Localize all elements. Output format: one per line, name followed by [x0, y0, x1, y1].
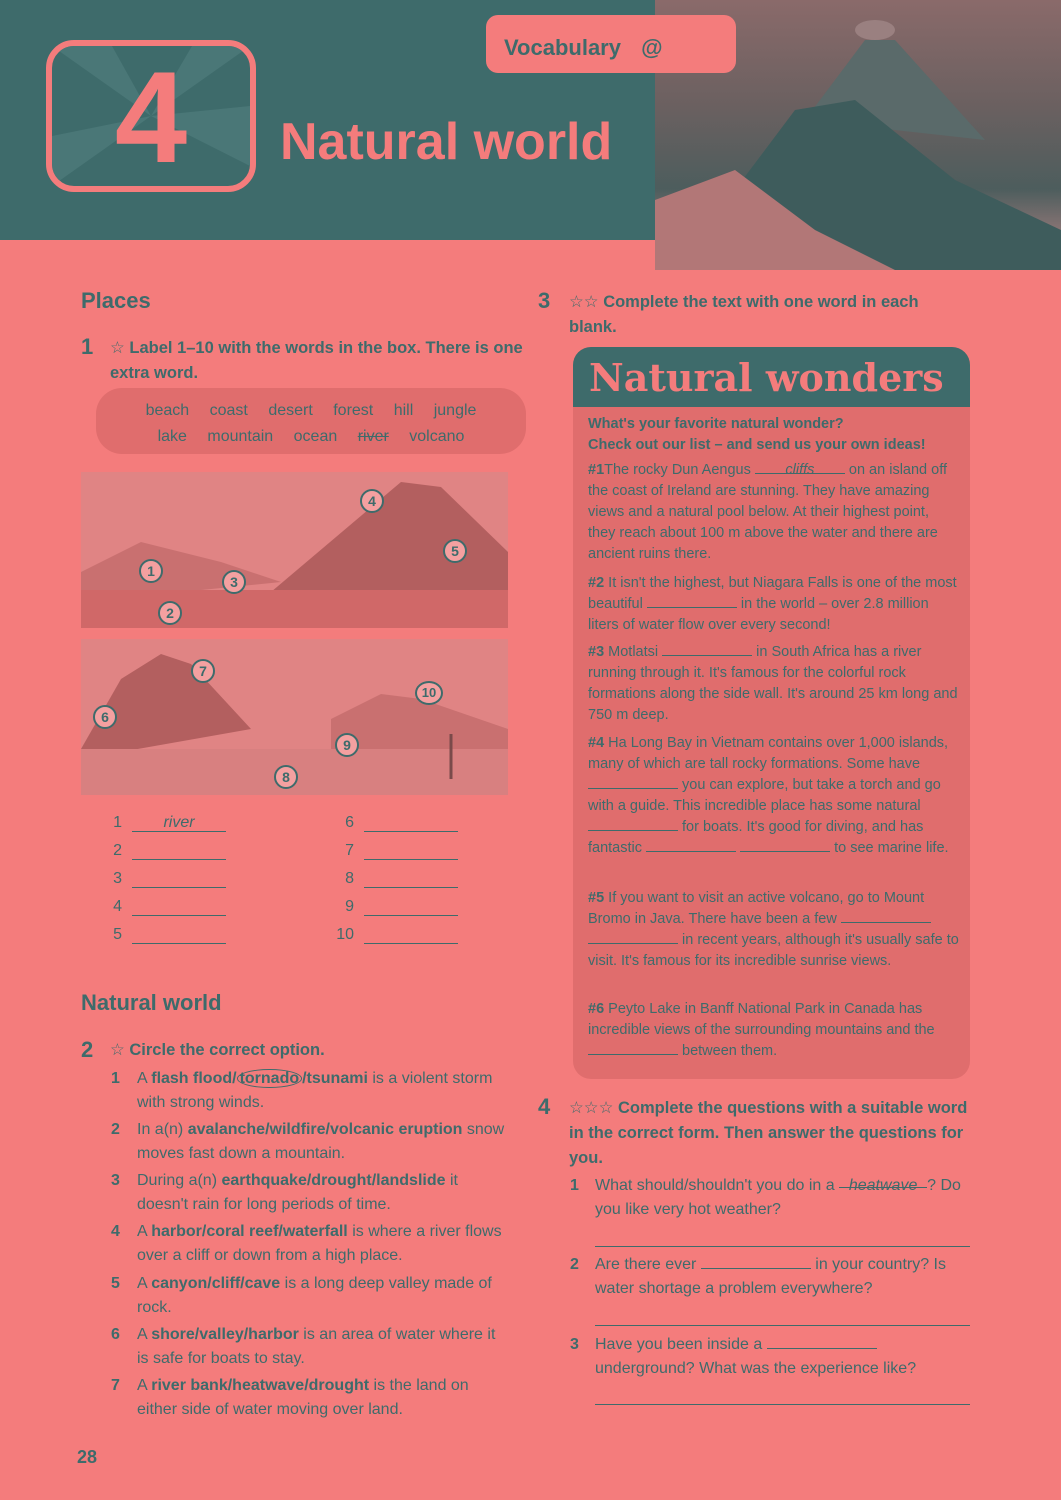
- marker-3: 3: [222, 570, 246, 594]
- question-text: [595, 1253, 970, 1301]
- answer-number: 3: [113, 870, 122, 887]
- option-b-circled[interactable]: tornado: [237, 1069, 303, 1088]
- marker-1: 1: [139, 559, 163, 583]
- answer-field[interactable]: [364, 814, 458, 832]
- answer-field[interactable]: river: [132, 814, 226, 832]
- answer-line[interactable]: [595, 1246, 970, 1247]
- word-mountain: mountain: [207, 428, 274, 445]
- wonder-tag: #2: [588, 575, 605, 591]
- answer-row-7: [330, 842, 458, 860]
- item-text: [137, 1374, 507, 1422]
- ex2-item-6: [111, 1323, 511, 1373]
- chapter-title: Natural world: [280, 113, 613, 171]
- text-segment: underground? What was the experience like?: [595, 1360, 917, 1377]
- item-post: is a violent storm with strong winds.: [137, 1070, 493, 1111]
- item-text: [137, 1220, 507, 1268]
- word-box: [96, 388, 526, 454]
- wonder-paragraph-1: [588, 460, 960, 565]
- text-segment: in your country? Is water shortage a problem everywhere?: [595, 1256, 946, 1297]
- ex2-item-4: [111, 1220, 511, 1270]
- answer-row-2: [98, 842, 226, 860]
- answer-number: 9: [345, 898, 354, 915]
- item-options[interactable]: canyon/cliff/cave: [151, 1275, 281, 1292]
- spiral-icon: @: [641, 35, 663, 60]
- answer-row-10: [330, 926, 458, 944]
- item-number: 1: [111, 1070, 120, 1087]
- natural-wonders-title: Natural wonders: [573, 347, 970, 407]
- answer-field[interactable]: [132, 926, 226, 944]
- item-number: 7: [111, 1377, 120, 1394]
- exercise-4-instruction-text: Complete the questions with a suitable word in the correct form. Then answer the questions for you.: [569, 1099, 968, 1167]
- wonder-paragraph-6: [588, 999, 960, 1062]
- marker-4: 4: [360, 489, 384, 513]
- page-number: 28: [77, 1447, 98, 1467]
- answer-row-6: [330, 814, 458, 832]
- item-options[interactable]: shore/valley/harbor: [151, 1326, 299, 1343]
- word-hill: hill: [393, 402, 414, 419]
- text-segment: What should/shouldn't you do in a: [595, 1177, 840, 1194]
- blank-field[interactable]: [588, 817, 678, 831]
- answer-line[interactable]: [595, 1325, 970, 1326]
- exercise-4-number: 4: [538, 1094, 551, 1119]
- item-pre: A: [137, 1070, 152, 1087]
- ex2-item-5: [111, 1272, 511, 1322]
- text-segment: It isn't the highest, but Niagara Falls is one of the most beautiful: [588, 575, 957, 612]
- answer-field[interactable]: [364, 898, 458, 916]
- option-a[interactable]: flash flood/: [151, 1070, 237, 1087]
- text-segment: for boats. It's good for diving, and has fantastic: [588, 819, 924, 856]
- answer-field[interactable]: [364, 926, 458, 944]
- answer-row-8: [330, 870, 458, 888]
- text-segment: Are there ever: [595, 1256, 701, 1273]
- vocabulary-label: Vocabulary: [504, 35, 621, 60]
- subtitle-line-1: What's your favorite natural wonder?: [588, 416, 844, 432]
- exercise-1-instruction: [110, 336, 530, 386]
- answer-field[interactable]: [132, 842, 226, 860]
- wonder-tag: #3: [588, 644, 605, 660]
- natural-wonders-subtitle: [588, 414, 968, 456]
- item-text: [137, 1067, 507, 1115]
- text-segment: on an island off the coast of Ireland are stunning. They have amazing views and a natural pool below. At their highest point, they reach about 100 m above the water and there are ancient ruins there.: [588, 462, 947, 562]
- item-text: [137, 1169, 507, 1217]
- answer-number: 1: [113, 814, 122, 831]
- word-forest: forest: [333, 402, 374, 419]
- wonder-tag: #5: [588, 890, 605, 906]
- answer-number: 4: [113, 898, 122, 915]
- star-icon: ☆☆: [569, 293, 599, 311]
- wonder-paragraph-4: [588, 733, 960, 859]
- item-pre: In a(n): [137, 1121, 188, 1138]
- marker-2: 2: [158, 601, 182, 625]
- item-post: is a long deep valley made of rock.: [137, 1275, 492, 1316]
- question-number: 1: [570, 1177, 579, 1194]
- answer-field[interactable]: [132, 870, 226, 888]
- subtitle-line-2: Check out our list – and send us your own ideas!: [588, 437, 926, 453]
- blank-field[interactable]: [662, 642, 752, 656]
- blank-field[interactable]: heatwave: [839, 1174, 927, 1188]
- answer-number: 2: [113, 842, 122, 859]
- blank-field[interactable]: [647, 594, 737, 608]
- marker-5: 5: [443, 539, 467, 563]
- blank-field[interactable]: [588, 775, 678, 789]
- item-options[interactable]: avalanche/wildfire/volcanic eruption: [187, 1121, 463, 1138]
- answer-field[interactable]: [364, 842, 458, 860]
- exercise-2-number: 2: [81, 1037, 94, 1062]
- option-c[interactable]: /tsunami: [302, 1070, 368, 1087]
- word-jungle: jungle: [433, 402, 477, 419]
- exercise-3-number: 3: [538, 288, 551, 313]
- marker-6: 6: [93, 705, 117, 729]
- wonder-paragraph-2: [588, 573, 960, 636]
- natural-world-heading: Natural world: [81, 990, 222, 1015]
- question-number: 3: [570, 1336, 579, 1353]
- item-number: 6: [111, 1326, 120, 1343]
- blank-field[interactable]: [701, 1255, 811, 1269]
- item-number: 2: [111, 1121, 120, 1138]
- word-river: river: [357, 428, 389, 445]
- item-number: 4: [111, 1223, 120, 1240]
- answer-row-4: [98, 898, 226, 916]
- text-segment: in recent years, although it's usually safe to visit. It's famous for its incredible sunrise views.: [588, 932, 959, 969]
- item-number: 5: [111, 1275, 120, 1292]
- chapter-number-box: [46, 40, 256, 192]
- star-icon: ☆: [110, 339, 125, 357]
- ex2-item-1: [111, 1067, 511, 1117]
- item-post: it doesn't rain for long periods of time.: [137, 1172, 458, 1213]
- word-desert: desert: [268, 402, 313, 419]
- blank-field[interactable]: [767, 1335, 877, 1349]
- answer-number: 5: [113, 926, 122, 943]
- blank-field[interactable]: [646, 838, 736, 852]
- marker-7: 7: [191, 659, 215, 683]
- text-segment: Peyto Lake in Banff National Park in Canada has incredible views of the surrounding mountains and the: [588, 1001, 935, 1038]
- item-pre: During a(n): [137, 1172, 222, 1189]
- text-segment: If you want to visit an active volcano, go to Mount Bromo in Java. There have been a few: [588, 890, 925, 927]
- item-text: [137, 1272, 507, 1320]
- text-segment: between them.: [678, 1043, 778, 1059]
- text-segment: to see marine life.: [830, 840, 949, 856]
- item-post: is the land on either side of water moving over land.: [137, 1377, 469, 1418]
- word-volcano: volcano: [409, 428, 465, 445]
- question-text: [595, 1333, 970, 1381]
- item-options[interactable]: earthquake/drought/landslide: [221, 1172, 446, 1189]
- item-options[interactable]: harbor/coral reef/waterfall: [151, 1223, 348, 1240]
- item-text: [137, 1323, 507, 1371]
- ex2-item-3: [111, 1169, 511, 1219]
- blank-field[interactable]: [588, 930, 678, 944]
- blank-field[interactable]: [588, 1041, 678, 1055]
- exercise-1-number: 1: [81, 334, 94, 359]
- ex4-question-2: [570, 1253, 970, 1303]
- vocabulary-tab: [486, 15, 736, 73]
- answer-row-9: [330, 898, 458, 916]
- text-segment: in the world – over 2.8 million liters of water flow over every second!: [588, 596, 929, 633]
- item-post: is where a river flows over a cliff or down from a high place.: [137, 1223, 502, 1264]
- exercise-4-instruction: [569, 1096, 969, 1171]
- answer-number: 7: [345, 842, 354, 859]
- star-icon: ☆: [110, 1041, 125, 1059]
- star-icon: ☆☆☆: [569, 1099, 614, 1117]
- item-post: snow moves fast down a mountain.: [137, 1121, 505, 1162]
- text-segment: Ha Long Bay in Vietnam contains over 1,000 islands, many of which are tall rocky formations. Some have: [588, 735, 949, 772]
- answer-field[interactable]: [132, 898, 226, 916]
- marker-9: 9: [335, 733, 359, 757]
- item-text: [137, 1118, 507, 1166]
- answer-number: 10: [336, 926, 354, 943]
- exercise-3-instruction-text: Complete the text with one word in each blank.: [569, 293, 919, 336]
- blank-field[interactable]: [740, 838, 830, 852]
- item-pre: A: [137, 1326, 152, 1343]
- word-beach: beach: [145, 402, 190, 419]
- question-number: 2: [570, 1256, 579, 1273]
- blank-field[interactable]: cliffs: [755, 460, 845, 474]
- answer-number: 6: [345, 814, 354, 831]
- word-ocean: ocean: [293, 428, 338, 445]
- exercise-2-instruction: [110, 1038, 530, 1063]
- question-text: [595, 1174, 970, 1222]
- wonder-tag: #1: [588, 462, 605, 478]
- item-post: is an area of water where it is safe for boats to stay.: [137, 1326, 496, 1367]
- item-pre: A: [137, 1275, 152, 1292]
- word-coast: coast: [209, 402, 248, 419]
- answer-row-5: [98, 926, 226, 944]
- exercise-2-instruction-text: Circle the correct option.: [129, 1041, 325, 1059]
- wonder-tag: #4: [588, 735, 605, 751]
- item-pre: A: [137, 1223, 152, 1240]
- answer-row-1: [98, 814, 226, 832]
- wonder-paragraph-3: [588, 642, 960, 726]
- ex4-question-1: [570, 1174, 970, 1224]
- text-segment: ? Do you like very hot weather?: [595, 1177, 961, 1218]
- item-pre: A: [137, 1377, 152, 1394]
- marker-10: 10: [415, 681, 443, 705]
- answer-number: 8: [345, 870, 354, 887]
- marker-8: 8: [274, 765, 298, 789]
- ex2-item-2: [111, 1118, 511, 1168]
- blank-field[interactable]: [841, 909, 931, 923]
- ex4-question-3: [570, 1333, 970, 1383]
- text-segment: Motlatsi: [604, 644, 663, 660]
- answer-row-3: [98, 870, 226, 888]
- chapter-number: 4: [114, 44, 188, 190]
- item-options[interactable]: river bank/heatwave/drought: [151, 1377, 370, 1394]
- text-segment: you can explore, but take a torch and go with a guide. This incredible place has some natural: [588, 777, 941, 814]
- word-lake: lake: [157, 428, 187, 445]
- ex2-item-7: [111, 1374, 511, 1424]
- text-segment: The rocky Dun Aengus: [604, 462, 755, 478]
- wonder-paragraph-5: [588, 888, 960, 972]
- text-segment: in South Africa has a river running through it. It's famous for the colorful rock formations along the side wall. It's around 25 km long and 750 m deep.: [588, 644, 958, 723]
- text-segment: Have you been inside a: [595, 1336, 767, 1353]
- answer-line[interactable]: [595, 1404, 970, 1405]
- exercise-1-instruction-text: Label 1–10 with the words in the box. There is one extra word.: [110, 339, 523, 382]
- answer-field[interactable]: [364, 870, 458, 888]
- item-number: 3: [111, 1172, 120, 1189]
- exercise-3-instruction: [569, 290, 969, 340]
- wonder-tag: #6: [588, 1001, 605, 1017]
- places-heading: Places: [81, 288, 151, 313]
